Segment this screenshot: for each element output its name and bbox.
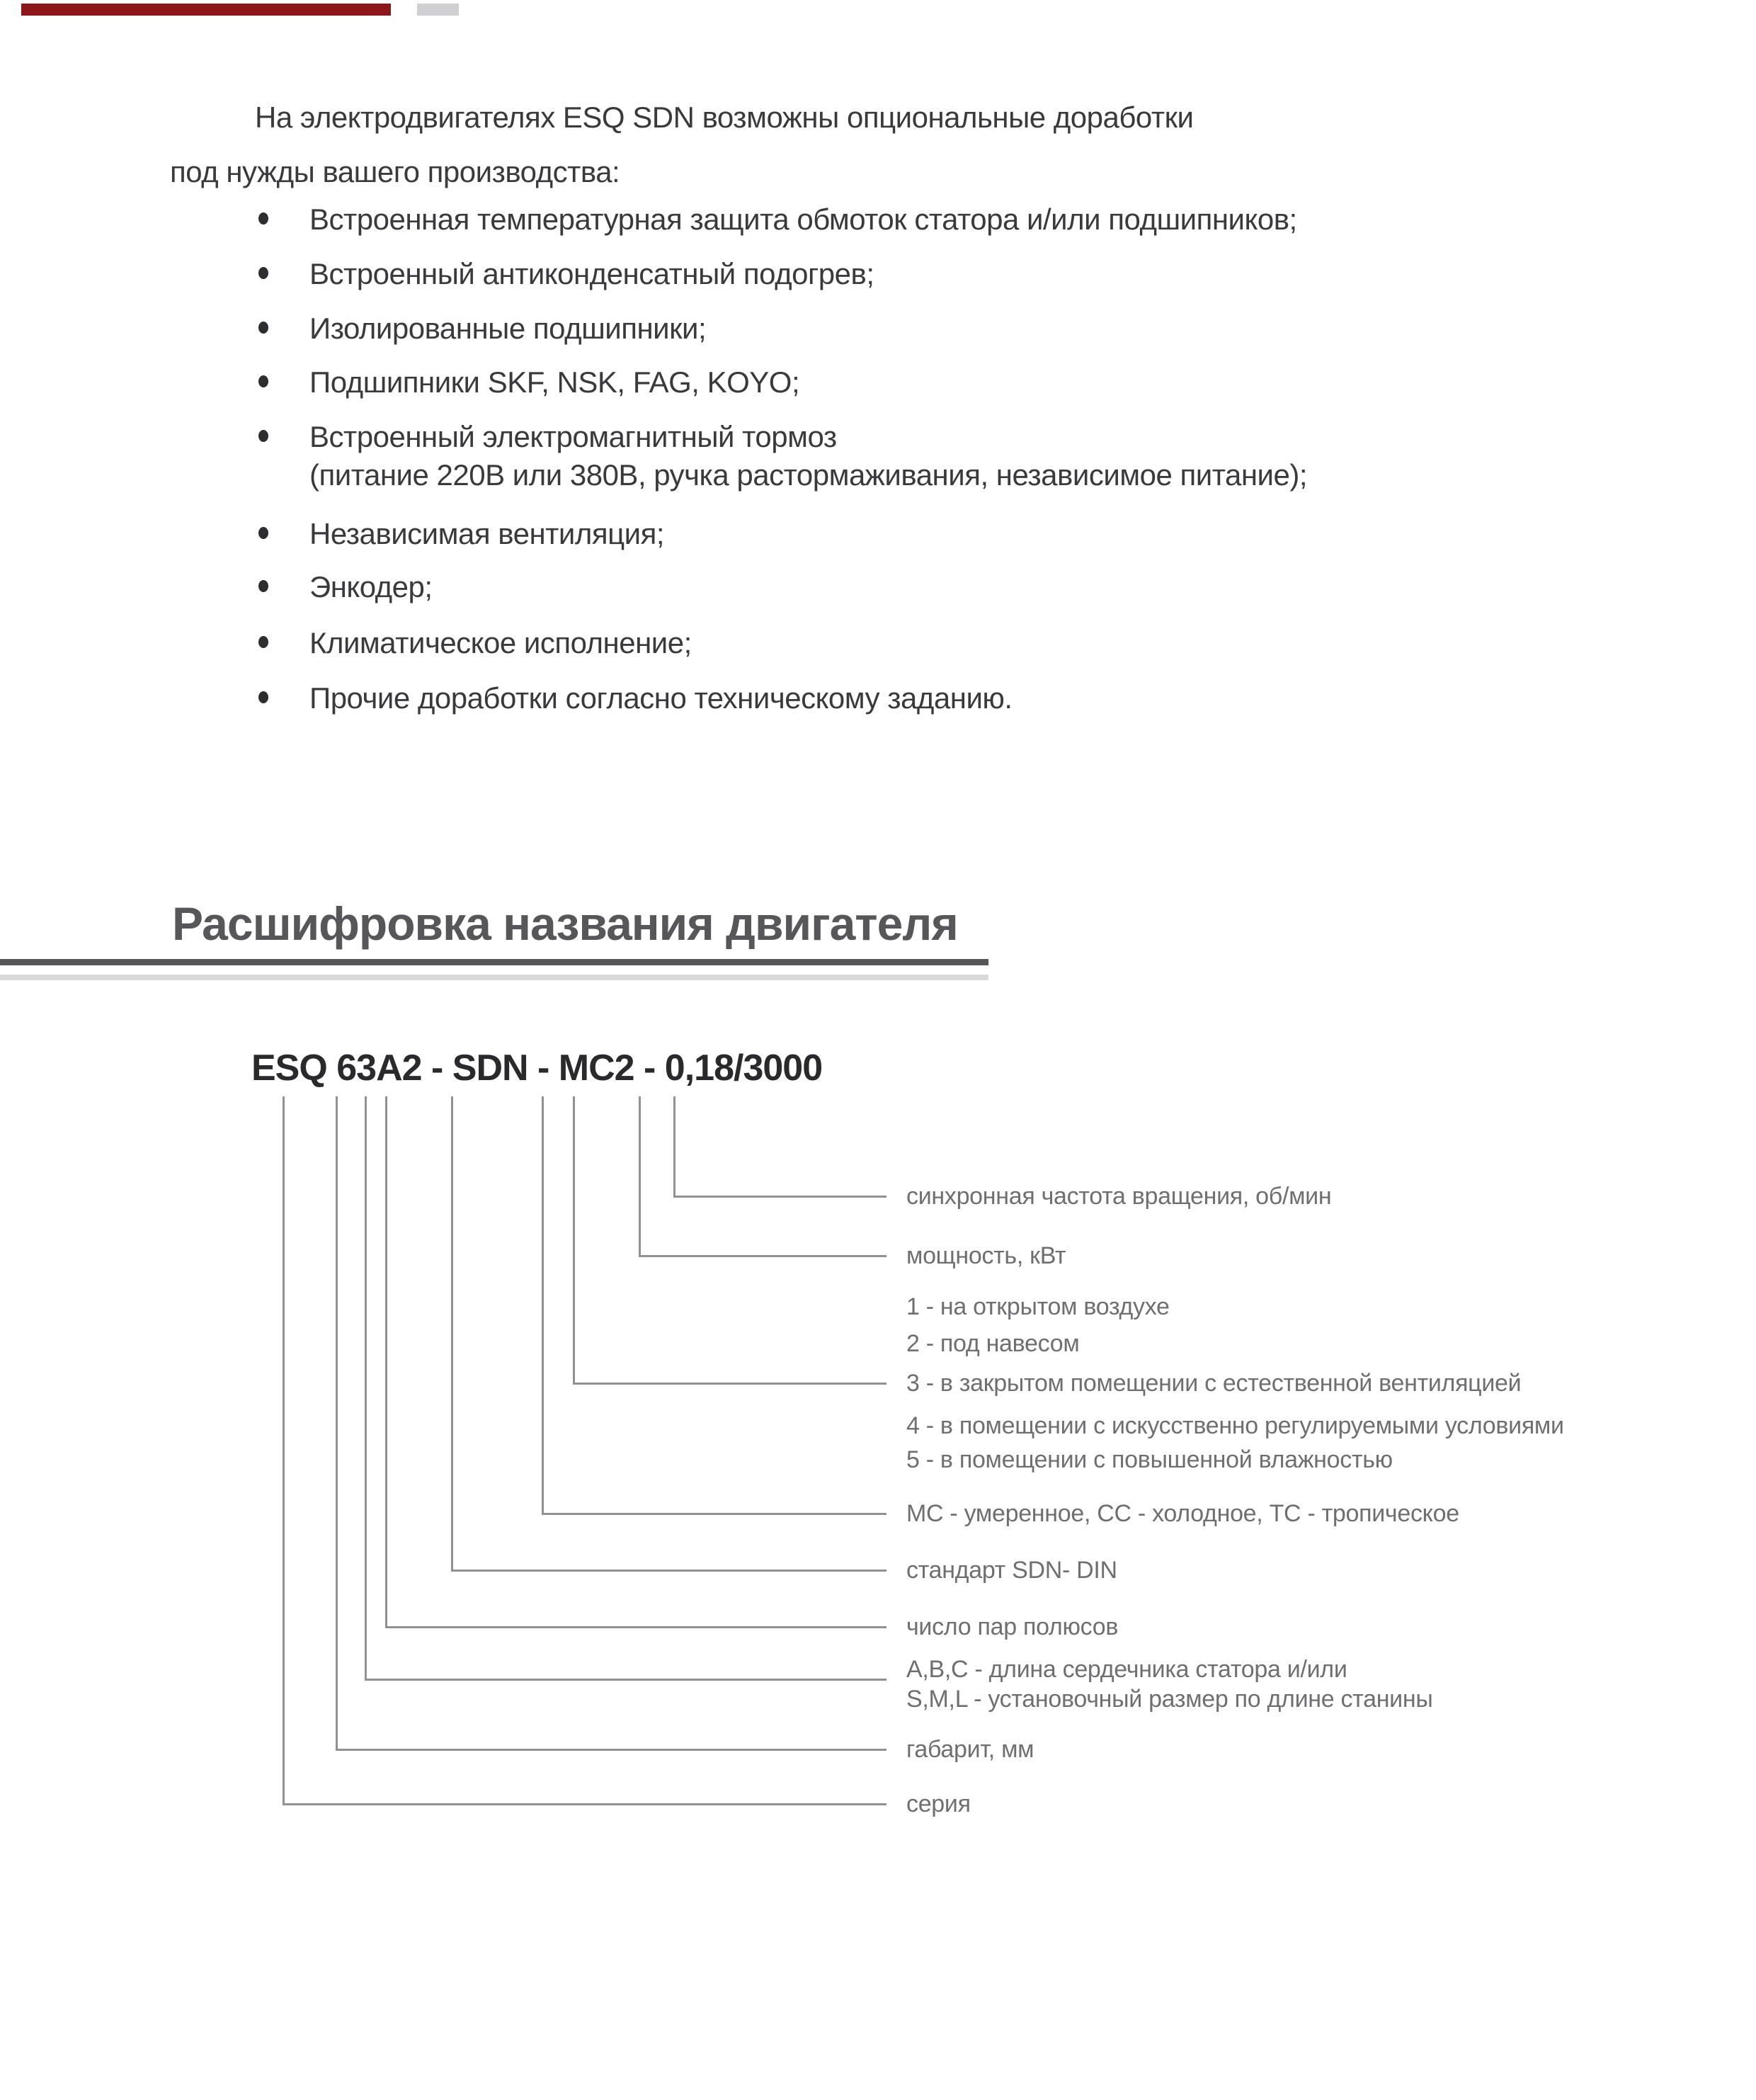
bullet-item xyxy=(309,363,799,402)
bullet-item xyxy=(309,679,1013,717)
diagram-label-poles: число пар полюсов xyxy=(906,1613,1119,1640)
diagram-leader-line-standard xyxy=(451,1570,886,1572)
diagram-leader-line-core xyxy=(365,1679,886,1681)
intro-paragraph-line2: под нужды вашего производства: xyxy=(170,155,620,188)
top-red-bar xyxy=(21,4,391,16)
diagram-leader-line-speed xyxy=(673,1196,886,1198)
bullet-icon xyxy=(258,527,268,539)
diagram-label-placement-5: 5 - в помещении с повышенной влажностью xyxy=(906,1446,1393,1473)
bullet-icon xyxy=(258,212,268,225)
section-underline-light xyxy=(0,975,988,980)
bullet-item xyxy=(309,568,433,606)
diagram-label-speed: синхронная частота вращения, об/мин xyxy=(906,1183,1332,1210)
top-red-bar-secondary xyxy=(417,4,459,16)
bullet-text: Встроенный антиконденсатный подогрев; xyxy=(309,257,874,290)
bullet-text: Независимая вентиляция; xyxy=(309,517,665,550)
diagram-vertical-line-placement xyxy=(573,1096,575,1385)
diagram-label-placement-1: 1 - на открытом воздухе xyxy=(906,1293,1170,1320)
section-title: Расшифровка названия двигателя xyxy=(172,897,958,950)
diagram-leader-line-power xyxy=(639,1255,886,1257)
diagram-vertical-line-series xyxy=(283,1096,285,1805)
bullet-text-continuation: (питание 220В или 380В, ручка растормаживания, независимое питание); xyxy=(309,458,1308,492)
bullet-text: Климатическое исполнение; xyxy=(309,626,692,659)
diagram-label-placement-2: 2 - под навесом xyxy=(906,1330,1080,1357)
bullet-text: Встроенная температурная защита обмоток статора и/или подшипников; xyxy=(309,203,1297,236)
bullet-item xyxy=(309,624,692,662)
bullet-icon xyxy=(258,691,268,703)
bullet-icon xyxy=(258,267,268,279)
bullet-text: Подшипники SKF, NSK, FAG, KOYO; xyxy=(309,365,800,399)
diagram-vertical-line-climate xyxy=(542,1096,544,1515)
diagram-label-placement-3: 3 - в закрытом помещении с естественной вентиляцией xyxy=(906,1370,1522,1397)
bullet-item xyxy=(309,418,1307,494)
diagram-vertical-line-standard xyxy=(451,1096,453,1572)
diagram-label-frame: габарит, мм xyxy=(906,1736,1034,1763)
diagram-label-climate: МС - умеренное, СС - холодное, ТС - тропическое xyxy=(906,1500,1459,1527)
diagram-vertical-line-power xyxy=(639,1096,641,1257)
bullet-item xyxy=(309,200,1297,239)
diagram-vertical-line-poles xyxy=(385,1096,387,1628)
diagram-leader-line-placement xyxy=(573,1383,886,1385)
motor-designation: ESQ 63A2 - SDN - MC2 - 0,18/3000 xyxy=(251,1048,823,1089)
bullet-text: Энкодер; xyxy=(309,570,433,603)
diagram-leader-line-poles xyxy=(385,1626,886,1628)
diagram-label-core-line1: А,В,С - длина сердечника статора и/или xyxy=(906,1656,1347,1683)
diagram-vertical-line-core xyxy=(365,1096,367,1681)
section-underline-dark xyxy=(0,959,988,965)
bullet-text: Прочие доработки согласно техническому заданию. xyxy=(309,681,1013,715)
bullet-text: Встроенный электромагнитный тормоз xyxy=(309,420,837,453)
diagram-vertical-line-frame xyxy=(336,1096,338,1751)
bullet-item xyxy=(309,255,874,293)
bullet-icon xyxy=(258,430,268,442)
bullet-item xyxy=(309,310,706,348)
diagram-label-power: мощность, кВт xyxy=(906,1242,1066,1269)
diagram-leader-line-climate xyxy=(542,1513,886,1515)
bullet-text: Изолированные подшипники; xyxy=(309,312,707,345)
bullet-icon xyxy=(258,636,268,648)
intro-paragraph-line1: На электродвигателях ESQ SDN возможны опциональные доработки xyxy=(255,101,1194,134)
diagram-label-series: серия xyxy=(906,1790,971,1817)
diagram-label-standard: стандарт SDN- DIN xyxy=(906,1557,1117,1584)
bullet-icon xyxy=(258,322,268,334)
diagram-label-placement-4: 4 - в помещении с искусственно регулируемыми условиями xyxy=(906,1412,1564,1439)
bullet-icon xyxy=(258,580,268,592)
bullet-icon xyxy=(258,375,268,387)
bullet-item xyxy=(309,515,664,553)
diagram-vertical-line-speed xyxy=(673,1096,675,1198)
diagram-leader-line-frame xyxy=(336,1749,886,1751)
diagram-label-core-line2: S,M,L - установочный размер по длине станины xyxy=(906,1686,1433,1713)
diagram-leader-line-series xyxy=(283,1803,886,1805)
